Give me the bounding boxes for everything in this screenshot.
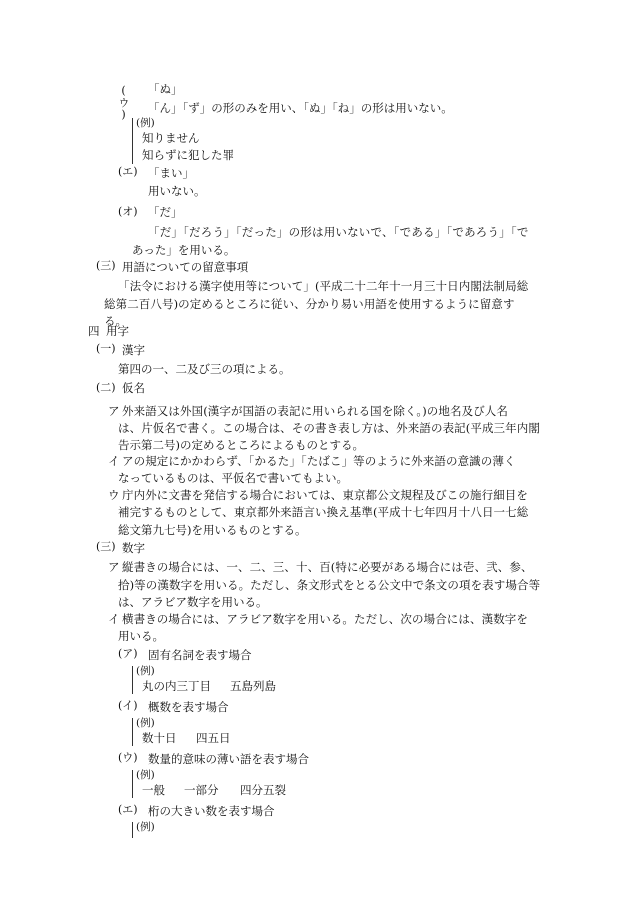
sub-a-marker: (ア) [118,647,138,660]
example-text: 知らずに犯した罪 [142,148,234,162]
example-label: (例) [136,665,155,677]
example-bracket-line [132,822,133,838]
section-kana-title: 仮名 [122,381,145,395]
text-line: 縦書きの場合には、一、二、三、十、百(特に必要がある場合には壱、弐、参、 [122,560,533,574]
sub-e-marker: (エ) [118,803,138,816]
sub-u-title: 数量的意味の薄い語を表す場合 [148,752,309,766]
item-i2-marker: イ [108,612,120,626]
sub-i-marker: (イ) [118,699,138,712]
item-o-marker: (オ) [118,205,138,218]
text-line: 拾)等の漢数字を用いる。ただし、条文形式をとる公文中で条文の項を表す場合等 [118,578,541,592]
example-text: 丸の内三丁目 [142,679,211,693]
section-3-marker: (三) [96,259,116,272]
chapter-4-title: 用字 [106,324,129,338]
item-title: 「ぬ」 [148,82,183,96]
text-line: 「法令における漢字使用等について」(平成二十二年十一月三十日内閣法制局総 [118,279,529,293]
sub-a-title: 固有名詞を表す場合 [148,648,252,662]
text-line: 第四の一、二及び三の項による。 [118,362,291,376]
text-line: 外来語又は外国(漢字が国語の表記に用いられる国を除く。)の地名及び人名 [122,404,508,418]
example-bracket-line [132,666,133,694]
section-number-title: 数字 [122,541,145,555]
example-bracket-line [132,770,133,798]
example-text: 数十日 [142,731,177,745]
item-marker: (ウ) [117,84,130,121]
section-kanji-marker: (一) [96,342,116,355]
section-number-marker: (三) [96,540,116,553]
sub-e-title: 桁の大きい数を表す場合 [148,804,275,818]
item-i-marker: イ [108,454,120,468]
text-line: なっているものは、平仮名で書いてもよい。 [118,471,348,485]
text-line: 総第二百八号)の定めるところに従い、分かり易い用語を使用するように留意す [104,297,515,311]
item-a2-marker: ア [108,560,120,574]
section-kanji-title: 漢字 [122,343,145,357]
example-label: (例) [136,717,155,729]
example-text: 一般 [142,783,165,797]
item-e-marker: (エ) [118,165,138,178]
item-e-title: 「まい」 [148,166,194,180]
chapter-4-number: 四 [88,324,100,338]
sub-i-title: 概数を表す場合 [148,700,229,714]
section-kana-marker: (二) [96,381,116,394]
text-line: 横書きの場合には、アラビア数字を用いる。ただし、次の場合には、漢数字を [122,612,528,626]
example-label: (例) [136,117,155,129]
text-line: アの規定にかかわらず、「かるた」「たばこ」等のように外来語の意識の薄く [122,454,516,468]
text-line: 総文第九七号)を用いるものとする。 [118,523,307,537]
example-label: (例) [136,769,155,781]
text-line: 庁内外に文書を発信する場合においては、東京都公文規程及びこの施行細目を [122,488,528,502]
text-line: 「だ」「だろう」「だった」の形は用いないで、「である」「であろう」「で [148,225,529,239]
text-line: る。 [104,314,127,328]
text-line: 告示第二号)の定めるところによるものとする。 [118,438,364,452]
example-text: 四五日 [196,731,231,745]
text-line: は、アラビア数字を用いる。 [118,595,268,609]
item-a-marker: ア [108,404,120,418]
example-text: 一部分 [184,783,219,797]
item-o-title: 「だ」 [148,205,183,219]
sub-u-marker: (ウ) [118,751,138,764]
example-text: 四分五裂 [240,783,286,797]
text-line: 用いる。 [118,629,164,643]
example-label: (例) [136,821,155,833]
text-line: は、片仮名で書く。この場合は、その書き表し方は、外来語の表記(平成三年内閣 [118,421,540,435]
example-text: 五島列島 [230,679,276,693]
example-bracket-line [132,118,133,164]
example-bracket-line [132,718,133,746]
text-line: あった」を用いる。 [132,243,236,257]
text-line: 「ん」「ず」の形のみを用い、「ぬ」「ね」の形は用いない。 [148,101,453,115]
example-text: 知りません [142,131,200,145]
text-line: 用いない。 [148,184,206,198]
section-3-title: 用語についての留意事項 [122,260,249,274]
item-u2-marker: ウ [108,488,120,502]
text-line: 補完するものとして、東京都外来語言い換え基準(平成十七年四月十八日一七総 [118,505,529,519]
